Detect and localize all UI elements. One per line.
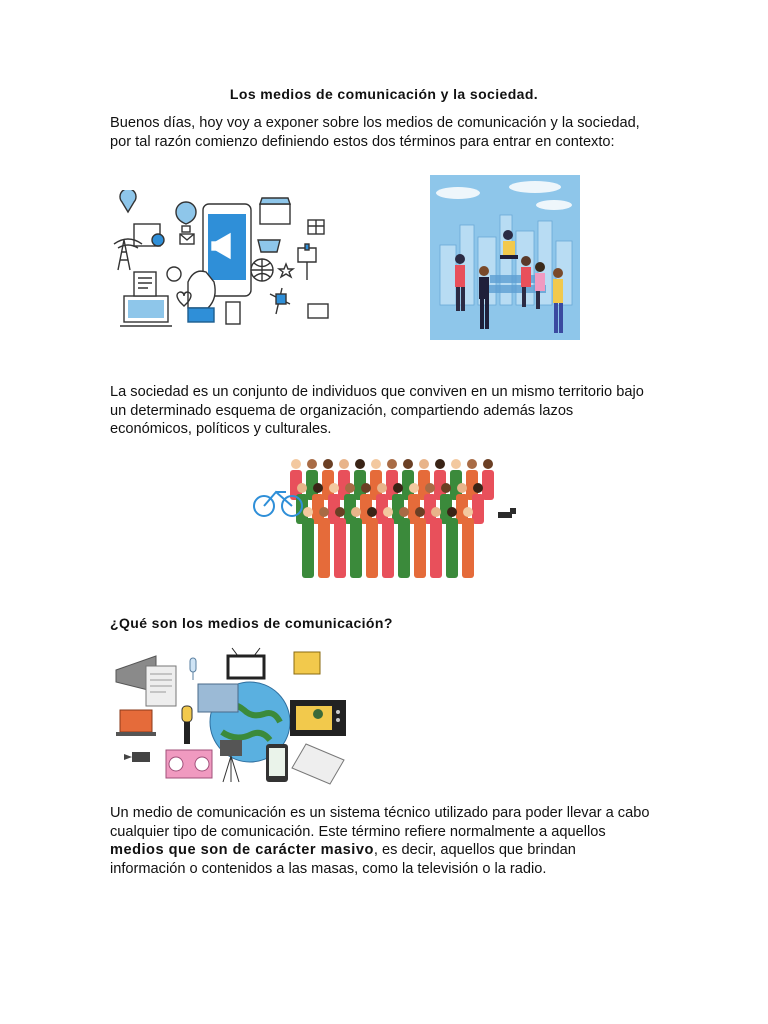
city-people-icon: [430, 175, 580, 340]
crowd-person-body: [366, 518, 378, 578]
crowd-person-head: [291, 459, 301, 469]
crowd-person-head: [297, 483, 307, 493]
crowd-person-body: [382, 518, 394, 578]
digital-media-icons-illustration: [108, 190, 338, 338]
crowd-person-head: [383, 507, 393, 517]
intro-paragraph: Buenos días, hoy voy a exponer sobre los medios de comunicación y la sociedad, por tal razón comienzo definiendo estos dos términos para entrar en contexto:: [110, 115, 640, 150]
crowd-person-head: [323, 459, 333, 469]
crowd-person-head: [313, 483, 323, 493]
crowd-illustration: [248, 448, 520, 583]
crowd-person-body: [334, 518, 346, 578]
crowd-person-head: [319, 507, 329, 517]
crowd-person-head: [425, 483, 435, 493]
crowd-person-body: [398, 518, 410, 578]
media-definition-paragraph: [110, 804, 655, 878]
crowd-person-head: [463, 507, 473, 517]
basket-icon: [258, 240, 280, 252]
crowd-person-body: [462, 518, 474, 578]
crowd-person-body: [414, 518, 426, 578]
city-people-illustration: [430, 175, 580, 340]
crowd-person-head: [447, 507, 457, 517]
shop-icon: [260, 204, 290, 224]
crowd-person-head: [451, 459, 461, 469]
crowd-person-head: [303, 507, 313, 517]
media-definition-bold-phrase: medios que son de carácter masivo: [110, 842, 374, 858]
mass-media-collage-illustration: [110, 640, 355, 790]
crowd-person-head: [409, 483, 419, 493]
mini-phone-icon: [226, 302, 240, 324]
crowd-person-head: [377, 483, 387, 493]
society-definition-paragraph: La sociedad es un conjunto de individuos que conviven en un mismo territorio bajo un determinado esquema de organización, compartiendo además lazos económicos, políticos y culturales.: [110, 384, 644, 437]
crowd-person-head: [371, 459, 381, 469]
bicycle-icon: [254, 492, 302, 516]
microphone-icon: [190, 658, 196, 672]
crowd-person-head: [307, 459, 317, 469]
video-camera-icon: [220, 740, 242, 756]
section-heading: ¿Qué son los medios de comunicación?: [110, 615, 393, 631]
crowd-person-body: [430, 518, 442, 578]
chat-bubble-icon: [167, 267, 181, 281]
monitor-icon: [198, 684, 238, 712]
sleeve: [188, 308, 214, 322]
crowd-person-head: [457, 483, 467, 493]
crowd-person-head: [361, 483, 371, 493]
laptop-icon: [120, 710, 152, 732]
crowd-person-head: [367, 507, 377, 517]
crowd-person-head: [339, 459, 349, 469]
crowd-person-head: [441, 483, 451, 493]
crowd-person-body: [482, 470, 494, 500]
crowd-icon: [248, 448, 520, 583]
digital-media-icons: [108, 190, 338, 338]
crowd-person-head: [431, 507, 441, 517]
crowd-person-body: [318, 518, 330, 578]
card-icon: [308, 304, 328, 318]
film-camera-icon: [124, 752, 150, 762]
document-icon: [134, 272, 156, 296]
star-icon: [279, 264, 293, 277]
crowd-person-body: [446, 518, 458, 578]
media-definition-text-start: Un medio de comunicación es un sistema técnico utilizado para poder llevar a cabo cualquier tipo de comunicación. Este término refiere normalmente a aquellos: [110, 805, 650, 840]
crowd-person-head: [419, 459, 429, 469]
handheld-mic-icon: [182, 706, 192, 722]
crowd-person-head: [393, 483, 403, 493]
crowd-person-head: [329, 483, 339, 493]
crowd-person-head: [335, 507, 345, 517]
book-icon: [294, 652, 320, 674]
retro-tv-icon: [228, 656, 264, 678]
crowd-person-head: [415, 507, 425, 517]
location-pin-icon: [120, 190, 136, 212]
crowd-person-head: [351, 507, 361, 517]
mass-media-collage: [110, 640, 355, 790]
crowd-person-head: [483, 459, 493, 469]
crowd-person-body: [472, 494, 484, 524]
crowd-person-head: [467, 459, 477, 469]
air-balloon-icon: [176, 202, 196, 224]
crowd-person-head: [435, 459, 445, 469]
crowd-person-head: [473, 483, 483, 493]
crowd-person-head: [355, 459, 365, 469]
crowd-person-body: [350, 518, 362, 578]
page-title: Los medios de comunicación y la sociedad.: [229, 86, 539, 102]
crowd-person-head: [403, 459, 413, 469]
dog-icon: [498, 508, 516, 518]
folded-newspaper-icon: [292, 744, 344, 784]
crowd-person-body: [302, 518, 314, 578]
crowd-person-head: [399, 507, 409, 517]
media-definition-text-end: , es decir, aquellos que brindan información o contenidos a las masas, como la televisión o la radio.: [110, 842, 576, 877]
crowd-person-head: [387, 459, 397, 469]
crowd-person-head: [345, 483, 355, 493]
